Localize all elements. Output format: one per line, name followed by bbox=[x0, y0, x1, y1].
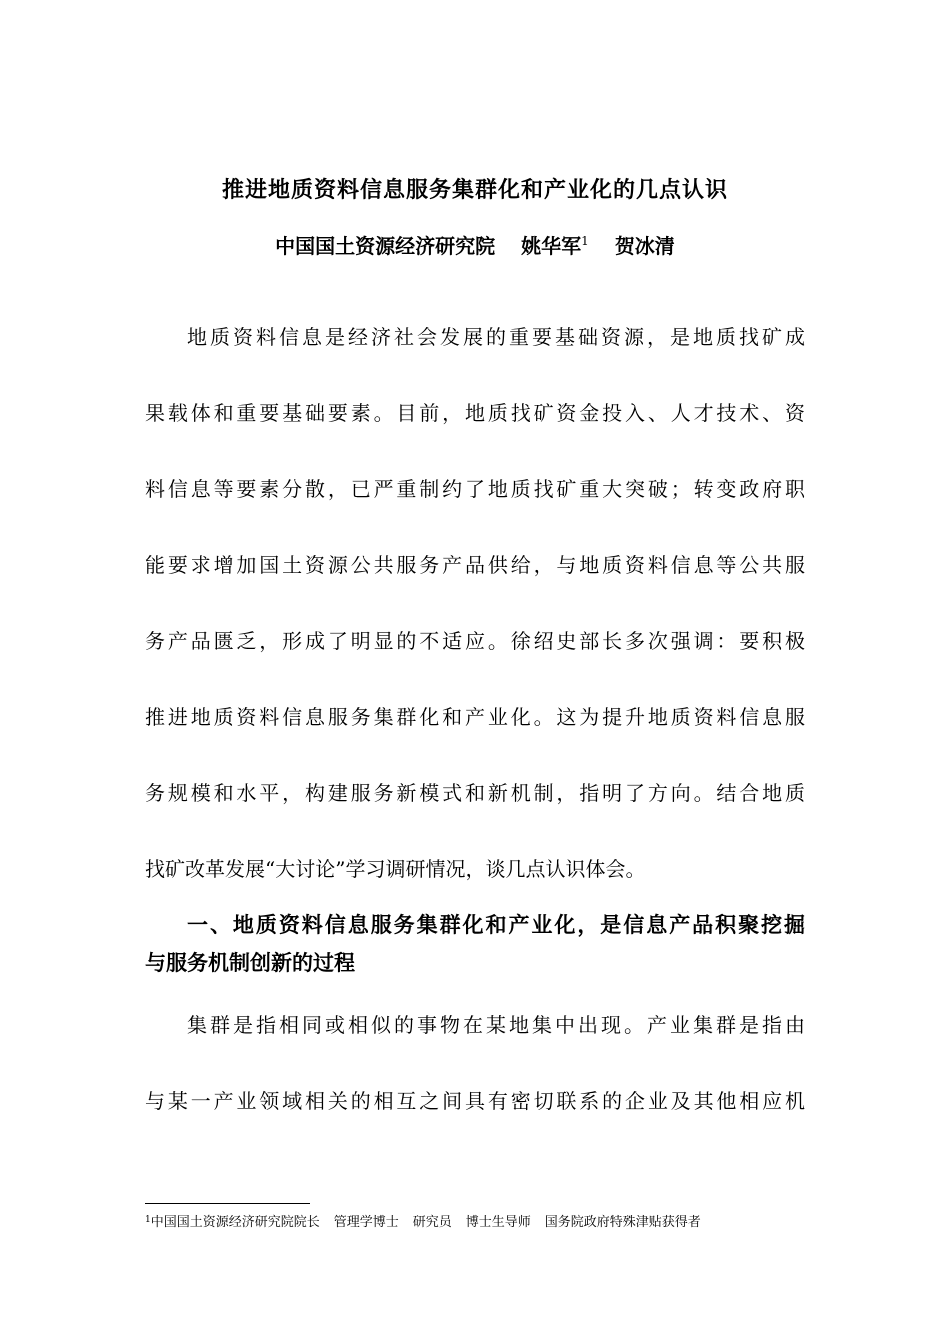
paragraph bbox=[145, 323, 805, 931]
paragraph-line: 地质资料信息是经济社会发展的重要基础资源，是地质找矿成 bbox=[187, 325, 805, 349]
author-name: 贺冰清 bbox=[614, 234, 675, 258]
paragraph-line: 与某一产业领域相关的相互之间具有密切联系的企业及其他相应机 bbox=[145, 1089, 805, 1113]
paragraph-line: 集群是指相同或相似的事物在某地集中出现。产业集群是指由 bbox=[187, 1013, 805, 1037]
section-heading-line: 一、地质资料信息服务集群化和产业化，是信息产品积聚挖掘 bbox=[187, 913, 805, 937]
paragraph-line: 料信息等要素分散，已严重制约了地质找矿重大突破；转变政府职 bbox=[145, 477, 805, 501]
author-byline bbox=[0, 226, 950, 261]
section-heading bbox=[145, 906, 805, 982]
section-heading-line: 与服务机制创新的过程 bbox=[145, 951, 355, 975]
paragraph-line: 推进地质资料信息服务集群化和产业化。这为提升地质资料信息服 bbox=[145, 705, 805, 729]
footnote-text: 国务院政府特殊津贴获得者 bbox=[544, 1215, 701, 1230]
footnote-text: 博士生导师 bbox=[465, 1215, 531, 1230]
document-title: 推进地质资料信息服务集群化和产业化的几点认识 bbox=[221, 178, 728, 203]
footnote bbox=[145, 1210, 701, 1233]
paragraph-line: 务规模和水平，构建服务新模式和新机制，指明了方向。结合地质 bbox=[145, 781, 805, 805]
paragraph-line: 务产品匮乏，形成了明显的不适应。徐绍史部长多次强调：要积极 bbox=[145, 629, 805, 653]
paragraph-line: 能要求增加国土资源公共服务产品供给，与地质资料信息等公共服 bbox=[145, 553, 805, 577]
paragraph bbox=[145, 1011, 805, 1163]
paragraph-line: 找矿改革发展“大讨论”学习调研情况，谈几点认识体会。 bbox=[145, 857, 646, 881]
institution-name: 中国国土资源经济研究院 bbox=[275, 234, 496, 258]
footnote-text: 中国国土资源经济研究院院长 bbox=[150, 1215, 320, 1230]
footnote-divider bbox=[145, 1203, 310, 1204]
author-name: 姚华军 bbox=[521, 234, 582, 258]
footnote-text: 研究员 bbox=[412, 1215, 452, 1230]
footnote-text: 管理学博士 bbox=[333, 1215, 399, 1230]
paragraph-line: 果载体和重要基础要素。目前，地质找矿资金投入、人才技术、资 bbox=[145, 401, 805, 425]
footnote-mark: 1 bbox=[145, 1215, 151, 1225]
footnote-mark: 1 bbox=[581, 234, 589, 248]
